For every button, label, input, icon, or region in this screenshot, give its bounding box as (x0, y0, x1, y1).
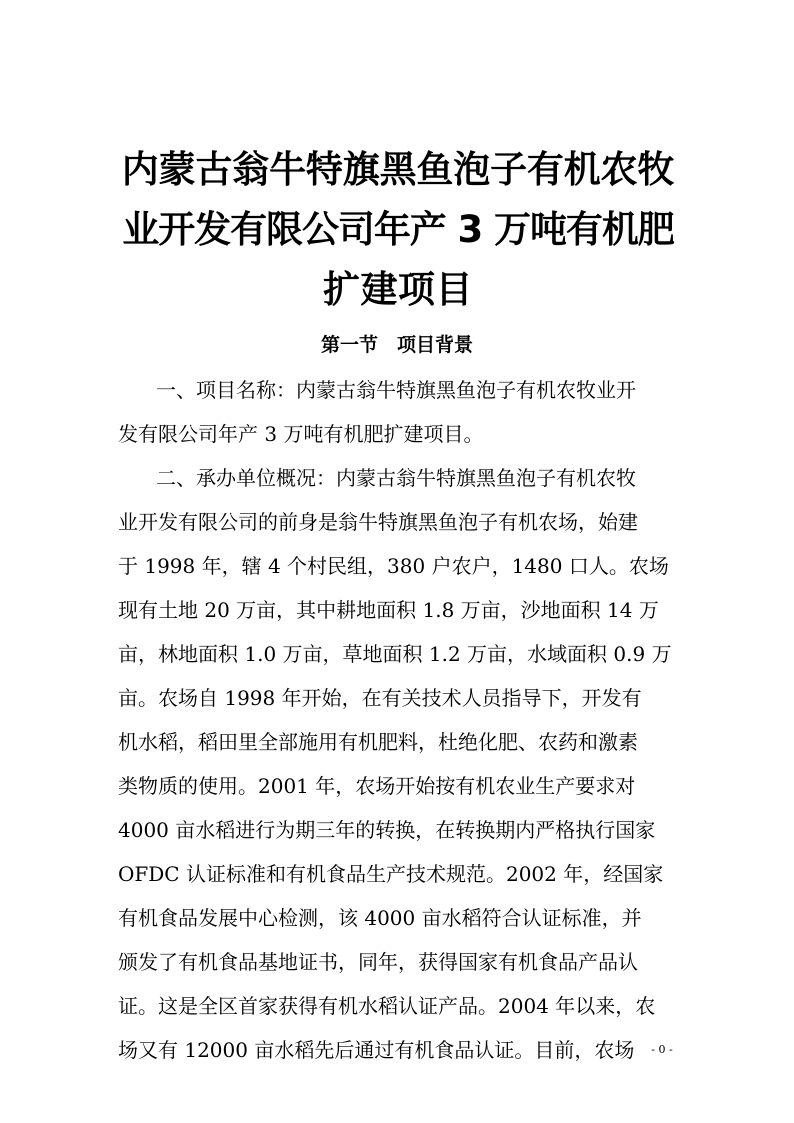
title-line: 业开发有限公司年产 3 万吨有机肥 (122, 208, 674, 251)
paragraph-line: 业开发有限公司的前身是翁牛特旗黑鱼泡子有机农场，始建 (118, 510, 638, 534)
body-text (118, 368, 678, 1072)
paragraph-line: 场又有 12000 亩水稻先后通过有机食品认证。目前，农场 (118, 1038, 635, 1062)
paragraph-line: 二、承办单位概况：内蒙古翁牛特旗黑鱼泡子有机农牧 (156, 466, 636, 490)
paragraph-line: 亩，林地面积 1.0 万亩，草地面积 1.2 万亩，水域面积 0.9 万 (118, 642, 672, 666)
paragraph-line: 现有土地 20 万亩，其中耕地面积 1.8 万亩，沙地面积 14 万 (118, 598, 659, 622)
paragraph-line: 发有限公司年产 3 万吨有机肥扩建项目。 (118, 422, 484, 446)
document-title (118, 140, 678, 320)
paragraph-line: 于 1998 年，辖 4 个村民组，380 户农户，1480 口人。农场 (118, 554, 669, 578)
title-line: 内蒙古翁牛特旗黑鱼泡子有机农牧 (121, 148, 675, 191)
paragraph-line: 一、项目名称：内蒙古翁牛特旗黑鱼泡子有机农牧业开 (156, 378, 636, 402)
paragraph-line: 4000 亩水稻进行为期三年的转换，在转换期内严格执行国家 (118, 818, 656, 842)
paragraph-line: 有机食品发展中心检测，该 4000 亩水稻符合认证标准，并 (118, 906, 642, 930)
paragraph-line: 类物质的使用。2001 年，农场开始按有机农业生产要求对 (118, 774, 636, 798)
title-line: 扩建项目 (323, 268, 473, 311)
paragraph-line: 颁发了有机食品基地证书，同年，获得国家有机食品产品认 (118, 950, 638, 974)
paragraph-line: 机水稻，稻田里全部施用有机肥料，杜绝化肥、农药和激素 (118, 730, 638, 754)
section-heading: 第一节 项目背景 (320, 334, 473, 356)
page-number: - 0 - (651, 1043, 673, 1056)
paragraph-line: OFDC 认证标准和有机食品生产技术规范。2002 年，经国家 (118, 862, 664, 886)
paragraph-line: 证。这是全区首家获得有机水稻认证产品。2004 年以来，农 (118, 994, 656, 1018)
paragraph-line: 亩。农场自 1998 年开始，在有关技术人员指导下，开发有 (118, 686, 642, 710)
